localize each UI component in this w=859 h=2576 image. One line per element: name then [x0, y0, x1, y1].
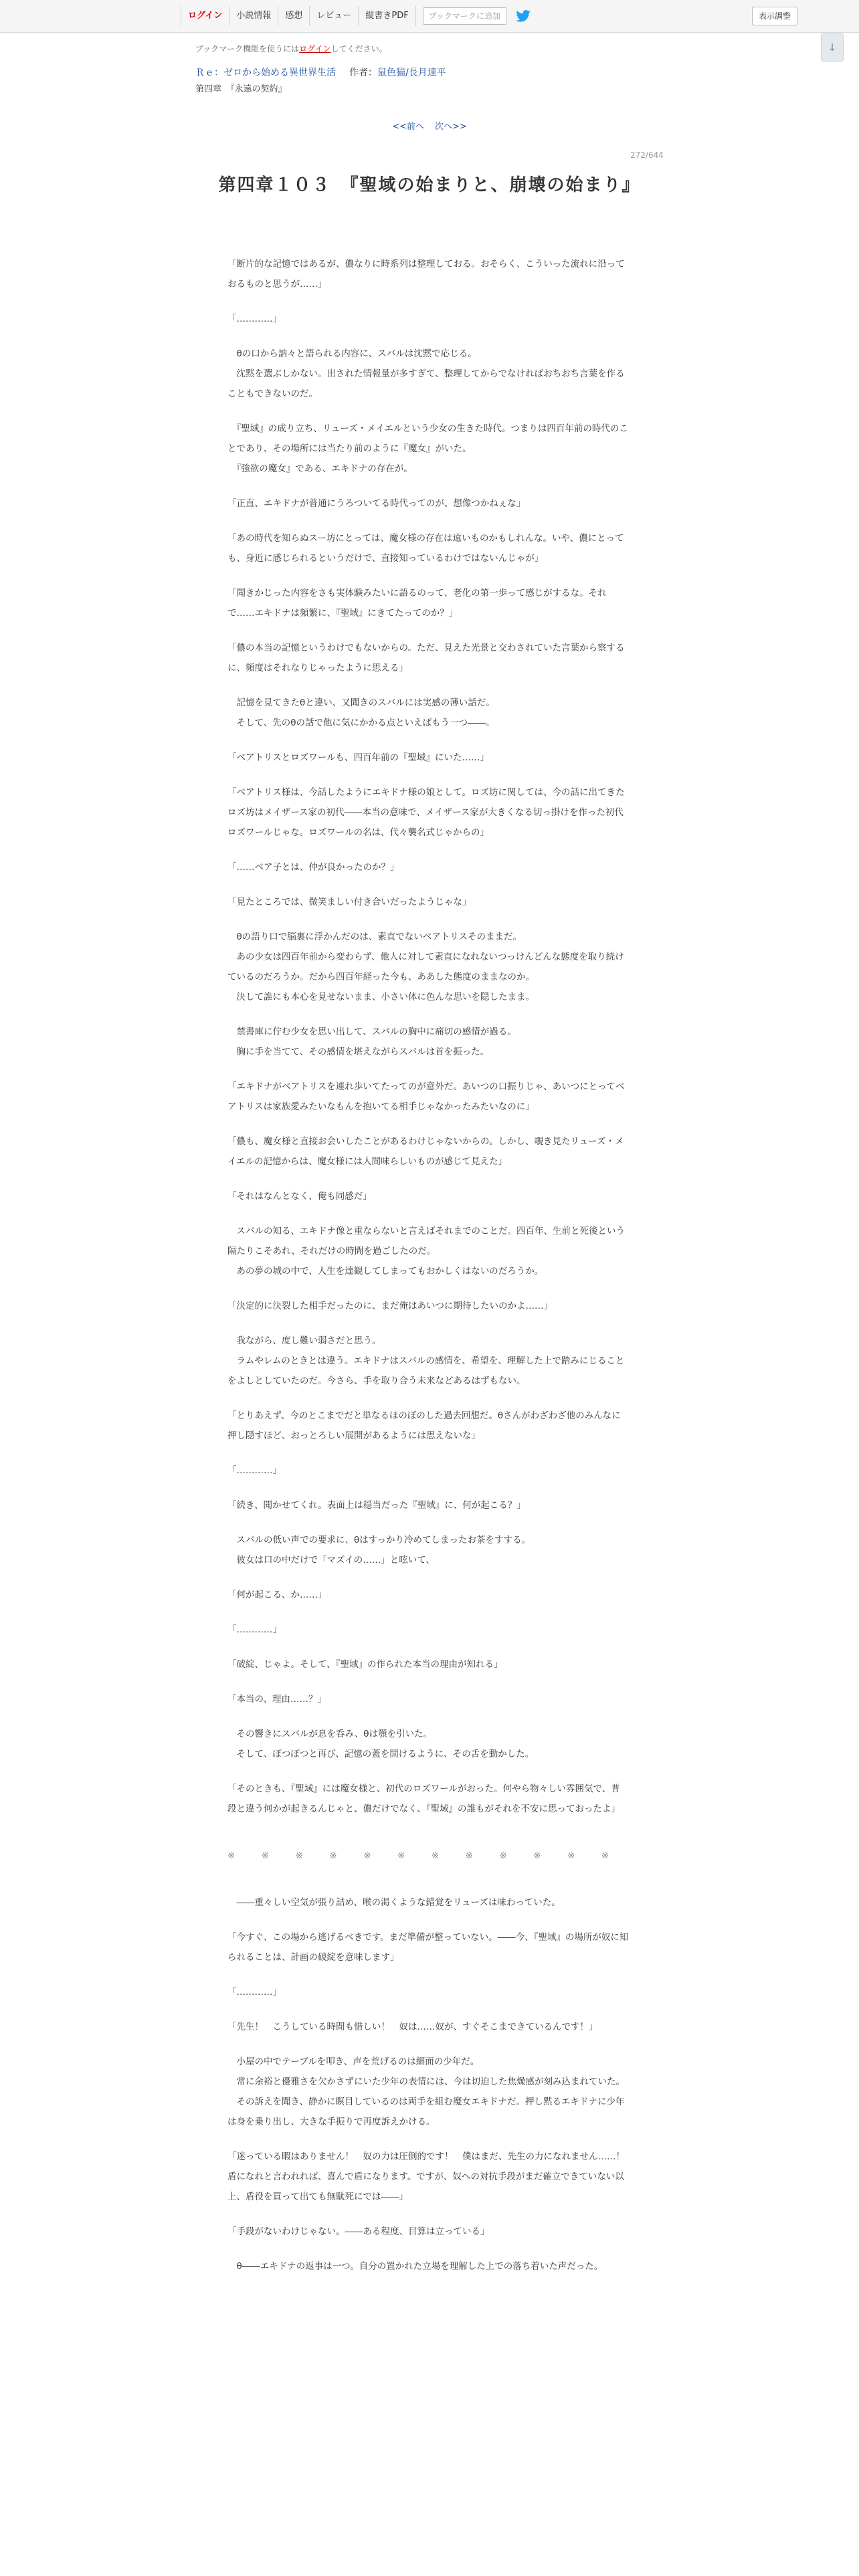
- paragraph: 「儂の本当の記憶というわけでもないからの。ただ、見えた光景と交わされていた言葉から察するに、頻度はそれなりじゃったように思える」: [227, 643, 625, 673]
- notice-suffix: してください。: [330, 44, 387, 53]
- paragraph: 「本当の、理由……？」: [227, 1694, 326, 1705]
- notice-login-link[interactable]: ログイン: [299, 44, 331, 53]
- paragraph: 「…………」: [227, 1624, 282, 1635]
- scene-separator: ※ ※ ※ ※ ※ ※ ※ ※ ※ ※ ※ ※: [227, 1850, 618, 1861]
- paragraph: 「断片的な記憶ではあるが、儂なりに時系列は整理しておる。おそらく、こういった流れに沿っておるものと思うが……」: [227, 259, 625, 290]
- top-nav: [181, 6, 532, 26]
- paragraph: その響きにスバルが息を呑み、θは顎を引いた。 そして、ぽつぽつと再び、記憶の蓋を開けるように、その舌を動かした。: [236, 1729, 535, 1759]
- scroll-down-button[interactable]: ↓: [821, 33, 844, 62]
- paragraph: θの口から訥々と語られる内容に、スバルは沈黙で応じる。 沈黙を選ぶしかない。出された情報量が多すぎて、整理してからでなければおちおち言葉を作ることもできないのだ。: [227, 348, 625, 399]
- paragraph: 「破綻、じゃよ。そして、『聖域』の作られた本当の理由が知れる」: [227, 1659, 503, 1670]
- bookmark-login-notice: [195, 43, 387, 54]
- prev-link[interactable]: <<前へ: [392, 122, 424, 132]
- login-link[interactable]: ログイン: [181, 6, 229, 26]
- paragraph: 『聖域』の成り立ち、リューズ・メイエルという少女の生きた時代。つまりは四百年前の時代のことであり、その場所には当たり前のように『魔女』がいた。 『強欲の魔女』である、エキドナの存在が。: [227, 423, 628, 474]
- paragraph: 「続き、聞かせてくれ。表面上は穏当だった『聖域』に、何が起こる？」: [227, 1500, 526, 1511]
- paragraph: 「そのときも、『聖域』には魔女様と、初代のロズワールがおった。何やら物々しい雰囲気で、普段と違う何かが起きるんじゃと、儂だけでなく、『聖域』の誰もがそれを不安に思っておったよ」: [227, 1784, 620, 1814]
- paragraph: スバルの知る、エキドナ像と重ならないと言えばそれまでのことだ。四百年、生前と死後という隔たりこそあれ、それだけの時間を過ごしたのだ。 あの夢の城の中で、人生を達観してしまってもおかしくはないのだろうか。: [227, 1226, 625, 1277]
- series-info: [195, 66, 446, 79]
- add-bookmark-button[interactable]: ブックマークに追加: [423, 7, 506, 25]
- notice-prefix: ブックマーク機能を使うには: [195, 44, 300, 53]
- paragraph: 「手段がないわけじゃない。――ある程度、目算は立っている」: [227, 2226, 490, 2237]
- paragraph: 「あの時代を知らぬスー坊にとっては、魔女様の存在は遠いものかもしれんな。いや、儂にとっても、身近に感じられるというだけで、直接知っているわけではないんじゃが」: [227, 533, 624, 564]
- paragraph: 「…………」: [227, 314, 282, 324]
- paragraph: 我ながら、度し難い弱さだと思う。 ラムやレムのときとは違う。エキドナはスバルの感情を、希望を、理解した上で踏みにじることをよしとしていたのだ。今さら、手を取り合う未来などあるはずもない。: [227, 1335, 625, 1386]
- review-link[interactable]: レビュー: [310, 6, 359, 26]
- author-label: 作者：: [349, 68, 377, 78]
- paragraph: θの語り口で脳裏に浮かんだのは、素直でないベアトリスそのままだ。 あの少女は四百年前から変わらず、他人に対して素直になれないつっけんどんな態度を取り続けているのだろうか。だから四百年経った今も、ああした態度のままなのか。 決して誰にも本心を見せないまま、小さい体に色んな思いを隠したまま。: [227, 932, 624, 1002]
- novel-info-link[interactable]: 小説情報: [229, 6, 278, 26]
- display-settings-button[interactable]: 表示調整: [752, 7, 797, 25]
- twitter-bird-icon-svg: [516, 10, 531, 22]
- next-link[interactable]: 次へ>>: [435, 122, 467, 132]
- chapter-name: 第四章 『永遠の契約』: [195, 84, 287, 94]
- paragraph: 「正直、エキドナが普通にうろついてる時代ってのが、想像つかねぇな」: [227, 498, 526, 509]
- series-title-link[interactable]: Ｒｅ：ゼロから始める異世界生活: [195, 68, 336, 78]
- paragraph: 「とりあえず、今のとこまでだと単なるほのぼのした過去回想だ。θさんがわざわざ他のみんなに押し隠すほど、おっとろしい展開があるようには思えないな」: [227, 1410, 621, 1441]
- paragraph: スバルの低い声での要求に、θはすっかり冷めてしまったお茶をすする。 彼女は口の中だけで「マズイの……」と呟いて、: [236, 1535, 531, 1566]
- paragraph: θ――エキドナの返事は一つ。自分の置かれた立場を理解した上での落ち着いた声だった。: [227, 2261, 603, 2272]
- paragraph: 「ベアトリス様は、今話したようにエキドナ様の娘として。ロズ坊に関しては、今の話に出てきたロズ坊はメイザース家の初代――本当の意味で、メイザース家が大きくなる切っ掛けを作った初代ロズワールじゃな。ロズワールの名は、代々襲名式じゃからの」: [227, 787, 625, 838]
- paragraph: 「見たところでは、微笑ましい付き合いだったようじゃな」: [227, 897, 472, 907]
- paragraph: 「ベアトリスとロズワールも、四百年前の『聖域』にいた……」: [227, 752, 489, 763]
- top-navigation-bar: [0, 0, 859, 33]
- author-link[interactable]: 鼠色猫/長月達平: [377, 68, 446, 78]
- paragraph: 小屋の中でテーブルを叩き、声を荒げるのは細面の少年だ。 常に余裕と優雅さを欠かさずにいた少年の表情には、今は切迫した焦燥感が刻み込まれていた。 その訴えを聞き、静かに瞑目しているのは両手を組む魔女エキドナだ。押し黙るエキドナに少年は身を乗り出し、大きな手振りで再度訴えかける。: [227, 2056, 625, 2127]
- paragraph: 「今すぐ、この場から逃げるべきです。まだ準備が整っていない。――今、『聖域』の場所が奴に知られることは、計画の破綻を意味します」: [227, 1932, 629, 1963]
- paragraph: 「それはなんとなく、俺も同感だ」: [227, 1191, 372, 1202]
- novel-body: [227, 254, 634, 2291]
- paragraph: 「…………」: [227, 1465, 282, 1476]
- twitter-bird-icon[interactable]: [514, 9, 532, 23]
- paragraph: 「何が起こる、か……」: [227, 1590, 327, 1600]
- paragraph: 禁書庫に佇む少女を思い出して、スバルの胸中に痛切の感情が過る。 胸に手を当てて、その感情を堪えながらスバルは首を振った。: [236, 1027, 516, 1057]
- paragraph: 「…………」: [227, 1987, 282, 1998]
- paragraph: 「決定的に決裂した相手だったのに、まだ俺はあいつに期待したいのかよ……」: [227, 1301, 553, 1311]
- paragraph: 「聞きかじった内容をさも実体験みたいに語るのって、老化の第一歩って感じがするな。それで……エキドナは頻繁に、『聖域』にきてたってのか？」: [227, 588, 607, 619]
- paragraph: 「迷っている暇はありません！ 奴の力は圧倒的です！ 僕はまだ、先生の力になれません……！ 盾になれと言われれば、喜んで盾になります。ですが、奴への対抗手段がまだ確立できていない以上、盾役を買って出ても無駄死にでは――」: [227, 2151, 634, 2202]
- vertical-pdf-link[interactable]: 縦書きPDF: [359, 6, 415, 26]
- paragraph: 「エキドナがベアトリスを連れ歩いてたってのが意外だ。あいつの口振りじゃ、あいつにとってベアトリスは家族愛みたいなもんを抱いてる相手じゃなかったみたいなのに」: [227, 1081, 625, 1112]
- pager-top: [0, 119, 859, 132]
- paragraph: ――重々しい空気が張り詰め、喉の渇くような錯覚をリューズは味わっていた。: [227, 1897, 561, 1908]
- paragraph: 「……ベア子とは、仲が良かったのか？」: [227, 862, 399, 873]
- paragraph: 「儂も、魔女様と直接お会いしたことがあるわけじゃないからの。しかし、覗き見たリューズ・メイエルの記憶からは、魔女様には人間味らしいものが感じて見えた」: [227, 1136, 624, 1167]
- page-count: 272/644: [630, 150, 664, 160]
- paragraph: 「先生！ こうしている時間も惜しい！ 奴は……奴が、すぐそこまできているんです！」: [227, 2022, 598, 2032]
- impressions-link[interactable]: 感想: [278, 6, 310, 26]
- episode-title: 第四章１０３ 『聖域の始まりと、崩壊の始まり』: [218, 175, 641, 195]
- paragraph: 記憶を見てきたθと違い、又聞きのスバルには実感の薄い話だ。 そして、先のθの話で他に気にかかる点といえばもう一つ――。: [236, 697, 495, 728]
